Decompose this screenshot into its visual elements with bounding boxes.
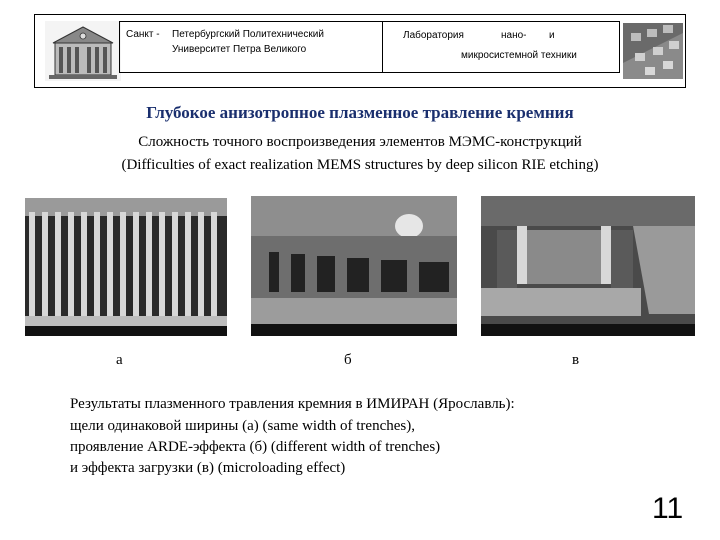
university-name-line1: Петербургский Политехнический [172, 29, 324, 40]
results-line-4: и эффекта загрузки (в) (microloading effect) [70, 460, 346, 476]
laboratory-name-cell [382, 21, 620, 73]
results-line-2: щели одинаковой ширины (а) (same width of trenches), [70, 418, 415, 434]
slide-title: Глубокое анизотропное плазменное травление кремния [146, 103, 574, 122]
mems-chip-photo [623, 23, 683, 79]
university-name-cell [119, 21, 383, 73]
subtitle-russian: Сложность точного воспроизведения элементов МЭМС-конструкций [138, 134, 582, 150]
results-line-1: Результаты плазменного травления кремния в ИМИРАН (Ярославль): [70, 396, 515, 412]
subtitle-english: (Difficulties of exact realization MEMS structures by deep silicon RIE etching) [121, 157, 599, 173]
university-name-line2: Университет Петра Великого [172, 44, 307, 55]
university-building-logo [45, 21, 121, 81]
sem-photo-different-width-trenches [251, 196, 457, 336]
sem-photo-microloading-effect [481, 196, 695, 336]
figure-label-c: в [572, 352, 580, 368]
university-prefix: Санкт - [126, 29, 160, 40]
figure-label-b: б [344, 352, 352, 368]
lab-and: и [549, 30, 555, 41]
header-box [34, 14, 686, 88]
results-line-3: проявление ARDE-эффекта (б) (different width of trenches) [70, 439, 441, 455]
lab-word: Лаборатория [403, 30, 464, 41]
figure-label-a: а [116, 352, 123, 368]
lab-line2: микросистемной техники [461, 50, 577, 61]
lab-nano: нано- [501, 30, 527, 41]
page-number: 11 [652, 492, 684, 525]
sem-photo-same-width-trenches [25, 198, 227, 336]
